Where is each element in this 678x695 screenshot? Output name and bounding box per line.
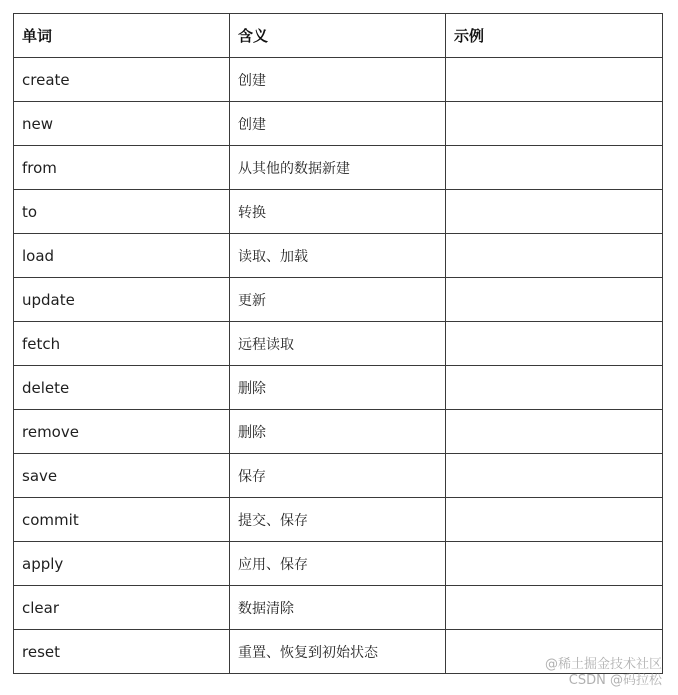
table-row [14, 454, 663, 498]
cell-meaning: 删除 [230, 366, 446, 410]
cell-word: delete [14, 366, 230, 410]
cell-word: load [14, 234, 230, 278]
cell-example [446, 322, 663, 366]
word-meaning-table [13, 13, 663, 674]
cell-example [446, 278, 663, 322]
table-body [14, 58, 663, 674]
cell-example [446, 454, 663, 498]
cell-word: create [14, 58, 230, 102]
cell-meaning: 远程读取 [230, 322, 446, 366]
header-example: 示例 [446, 14, 663, 58]
cell-word: clear [14, 586, 230, 630]
cell-meaning: 更新 [230, 278, 446, 322]
cell-meaning: 读取、加载 [230, 234, 446, 278]
cell-word: remove [14, 410, 230, 454]
cell-example [446, 234, 663, 278]
word-table-container [13, 13, 662, 674]
table-row [14, 366, 663, 410]
cell-meaning: 保存 [230, 454, 446, 498]
watermark [545, 657, 662, 689]
table-row [14, 58, 663, 102]
table-header [14, 14, 663, 58]
cell-example [446, 146, 663, 190]
cell-example [446, 498, 663, 542]
table-row [14, 146, 663, 190]
table-row [14, 234, 663, 278]
cell-meaning: 提交、保存 [230, 498, 446, 542]
table-row [14, 190, 663, 234]
cell-example [446, 542, 663, 586]
header-meaning: 含义 [230, 14, 446, 58]
cell-example [446, 190, 663, 234]
cell-example [446, 410, 663, 454]
cell-meaning: 应用、保存 [230, 542, 446, 586]
cell-example [446, 58, 663, 102]
cell-example [446, 586, 663, 630]
table-row [14, 586, 663, 630]
cell-word: fetch [14, 322, 230, 366]
table-row [14, 102, 663, 146]
header-row [14, 14, 663, 58]
watermark-csdn: CSDN @码拉松 [568, 673, 662, 688]
cell-word: update [14, 278, 230, 322]
cell-word: to [14, 190, 230, 234]
cell-meaning: 重置、恢复到初始状态 [230, 630, 446, 674]
table-row [14, 278, 663, 322]
cell-word: reset [14, 630, 230, 674]
cell-example [446, 366, 663, 410]
cell-meaning: 删除 [230, 410, 446, 454]
table-row [14, 322, 663, 366]
cell-word: apply [14, 542, 230, 586]
watermark-juejin: @稀土掘金技术社区 [544, 657, 662, 672]
table-row [14, 542, 663, 586]
cell-meaning: 转换 [230, 190, 446, 234]
cell-word: from [14, 146, 230, 190]
cell-word: commit [14, 498, 230, 542]
table-row [14, 410, 663, 454]
header-word: 单词 [14, 14, 230, 58]
cell-meaning: 从其他的数据新建 [230, 146, 446, 190]
cell-meaning: 创建 [230, 102, 446, 146]
cell-example [446, 102, 663, 146]
cell-meaning: 创建 [230, 58, 446, 102]
cell-word: save [14, 454, 230, 498]
table-row [14, 498, 663, 542]
cell-word: new [14, 102, 230, 146]
cell-meaning: 数据清除 [230, 586, 446, 630]
